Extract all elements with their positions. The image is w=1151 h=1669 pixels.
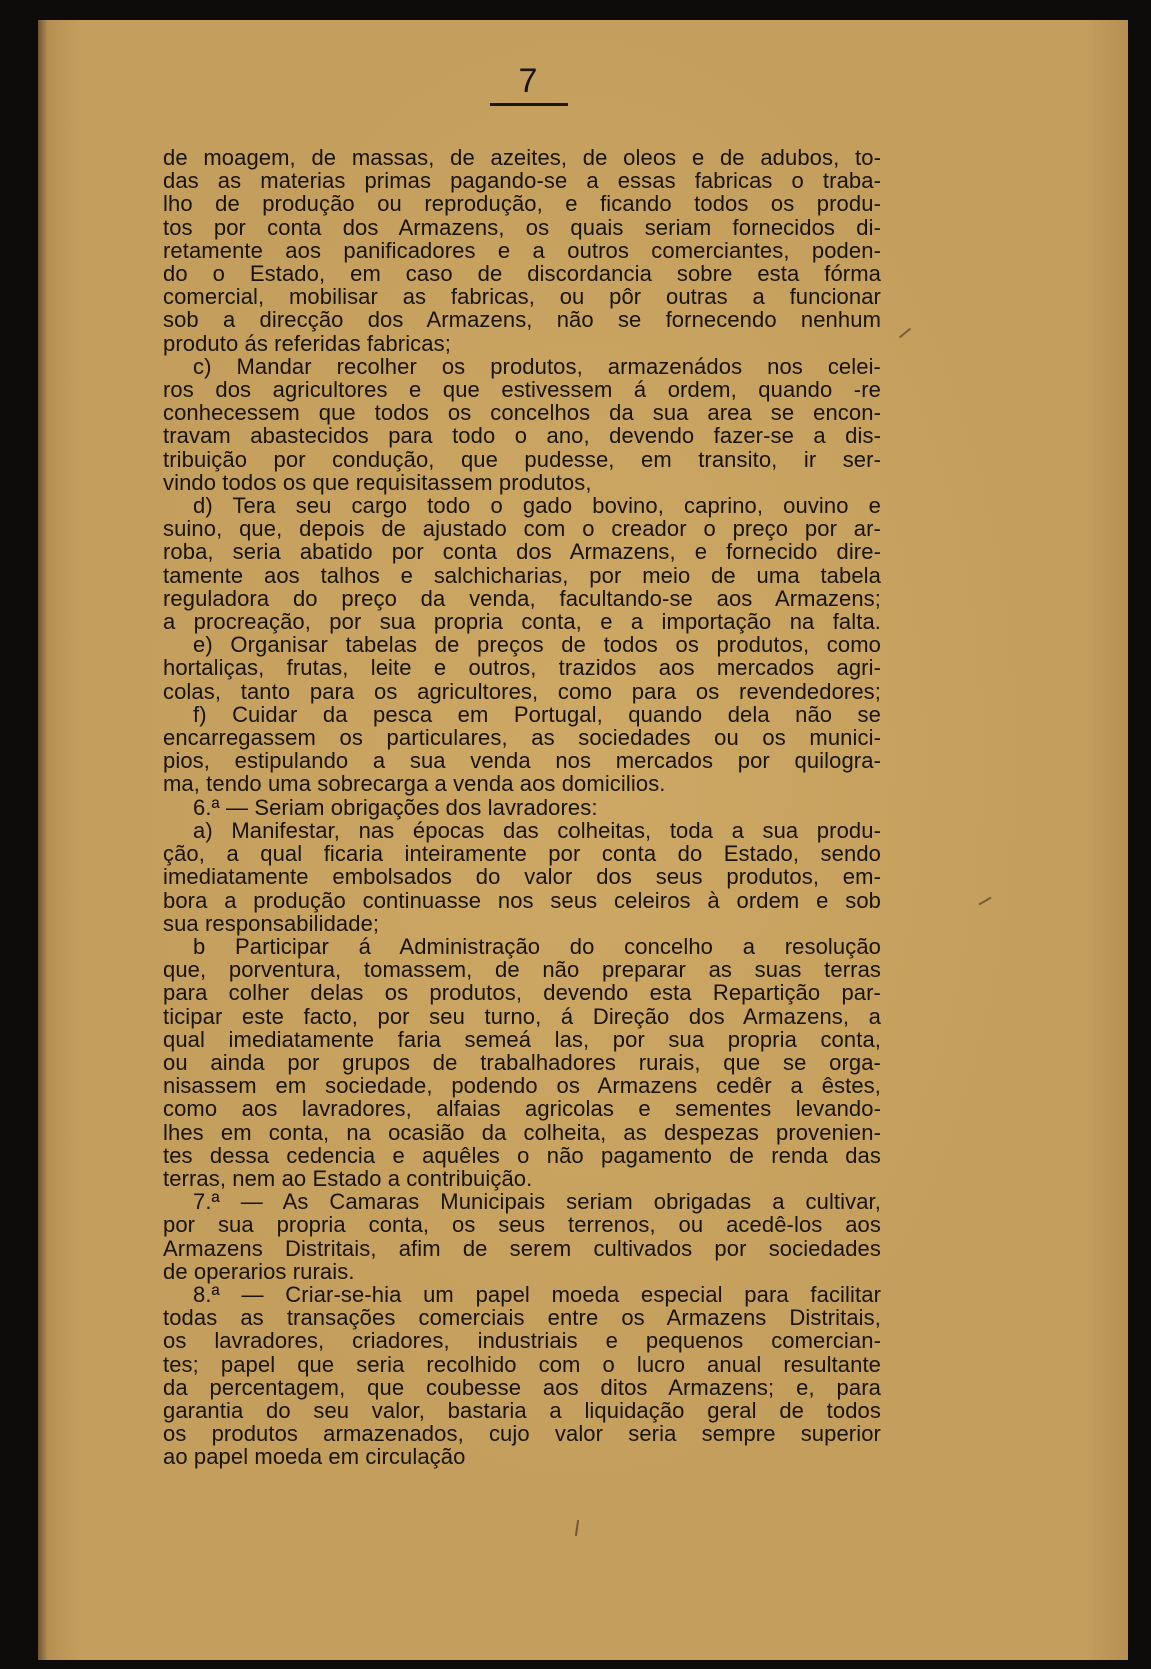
text-line: ao papel moeda em circulação <box>163 1444 466 1470</box>
text-line: pios, estipulando a sua venda nos mercados por quilogra- <box>163 748 881 774</box>
text-line: produto ás referidas fabricas; <box>163 330 451 356</box>
text-line: a) Manifestar, nas épocas das colheitas, toda a sua produ- <box>193 817 881 843</box>
page-left-edge-shadow <box>38 20 48 1660</box>
text-line: tribuição por condução, que pudesse, em transito, ir ser- <box>163 446 881 472</box>
text-line: c) Mandar recolher os produtos, armazenádos nos celei- <box>193 353 881 379</box>
text-line: lhes em conta, na ocasião da colheita, as despezas provenien- <box>163 1119 881 1145</box>
text-line: garantia do seu valor, bastaria a liquidação geral de todos <box>163 1397 881 1423</box>
ink-mark <box>575 1520 579 1536</box>
text-line: tamente aos talhos e salchicharias, por meio de uma tabela <box>163 562 881 588</box>
text-line: b Participar á Administração do concelho a resolução <box>193 933 881 959</box>
text-line: sob a direcção dos Armazens, não se fornecendo nenhum <box>163 307 881 333</box>
text-line: hortaliças, frutas, leite e outros, trazidos aos mercados agri- <box>163 655 881 681</box>
text-line: 6.ª — Seriam obrigações dos lavradores: <box>193 794 598 820</box>
text-line: 7.ª — As Camaras Municipais seriam obrigadas a cultivar, <box>193 1189 881 1215</box>
text-line: para colher delas os produtos, devendo esta Repartição par- <box>163 980 881 1006</box>
text-line: das as materias primas pagando-se a essas fabricas o traba- <box>163 168 881 194</box>
text-line: ros dos agricultores e que estivessem á ordem, quando -re <box>163 377 881 403</box>
text-line: qual imediatamente faria semeá las, por sua propria conta, <box>163 1026 881 1052</box>
page-number-underline <box>490 103 568 106</box>
ink-mark <box>978 897 991 906</box>
text-line: os produtos armazenados, cujo valor seria sempre superior <box>163 1421 881 1447</box>
body-text <box>163 146 881 1469</box>
document-page <box>38 20 1128 1660</box>
text-line: ticipar este facto, por seu turno, á Direção dos Armazens, a <box>163 1003 881 1029</box>
text-line: colas, tanto para os agricultores, como para os revendedores; <box>163 678 881 704</box>
text-line: os lavradores, criadores, industriais e pequenos comercian- <box>163 1328 881 1354</box>
text-line: do o Estado, em caso de discordancia sobre esta fórma <box>163 261 881 287</box>
text-line: encarregassem os particulares, as sociedades ou os munici- <box>163 725 881 751</box>
text-line: ção, a qual ficaria inteiramente por conta do Estado, sendo <box>163 841 881 867</box>
ink-mark <box>899 328 911 339</box>
text-line: retamente aos panificadores e a outros comerciantes, poden- <box>163 237 881 263</box>
text-line: ma, tendo uma sobrecarga a venda aos domicilios. <box>163 771 666 797</box>
text-line: d) Tera seu cargo todo o gado bovino, caprino, ouvino e <box>193 493 881 519</box>
text-line: travam abastecidos para todo o ano, devendo fazer-se a dis- <box>163 423 881 449</box>
text-line: reguladora do preço da venda, facultando-se aos Armazens; <box>163 585 881 611</box>
text-line: Armazens Distritais, afim de serem cultivados por sociedades <box>163 1235 881 1261</box>
text-line: terras, nem ao Estado a contribuição. <box>163 1165 533 1191</box>
page-number: 7 <box>518 62 538 100</box>
text-line: lho de produção ou reprodução, e ficando todos os produ- <box>163 191 881 217</box>
text-line: nisassem em sociedade, podendo os Armazens cedêr a êstes, <box>163 1073 881 1099</box>
text-line: sua responsabilidade; <box>163 910 380 936</box>
text-line: de moagem, de massas, de azeites, de oleos e de adubos, to- <box>163 145 881 170</box>
text-line: e) Organisar tabelas de preços de todos os produtos, como <box>193 632 881 658</box>
text-line: bora a produção continuasse nos seus celeiros à ordem e sob <box>163 887 881 913</box>
text-line: da percentagem, que coubesse aos ditos Armazens; e, para <box>163 1374 881 1400</box>
text-line: ou ainda por grupos de trabalhadores rurais, que se orga- <box>163 1049 881 1075</box>
text-line: todas as transações comerciais entre os Armazens Distritais, <box>163 1305 881 1331</box>
text-line: 8.ª — Criar-se-hia um papel moeda especial para facilitar <box>193 1281 881 1307</box>
text-line: roba, seria abatido por conta dos Armazens, e fornecido dire- <box>163 539 881 565</box>
text-line: tos por conta dos Armazens, os quais seriam fornecidos di- <box>163 214 881 240</box>
text-line: a procreação, por sua propria conta, e a importação na falta. <box>163 609 881 635</box>
text-line: como aos lavradores, alfaias agricolas e sementes levando- <box>163 1096 881 1122</box>
text-line: que, porventura, tomassem, de não preparar as suas terras <box>163 957 881 983</box>
text-line: tes dessa cedencia e aquêles o não pagamento de renda das <box>163 1142 881 1168</box>
text-line: de operarios rurais. <box>163 1258 355 1284</box>
text-line: comercial, mobilisar as fabricas, ou pôr outras a funcionar <box>163 284 881 310</box>
text-line: por sua propria conta, os seus terrenos, ou acedê-los aos <box>163 1212 881 1238</box>
text-line: f) Cuidar da pesca em Portugal, quando dela não se <box>193 701 881 727</box>
text-line: conhecessem que todos os concelhos da sua area se encon- <box>163 400 881 426</box>
text-line: imediatamente embolsados do valor dos seus produtos, em- <box>163 864 881 890</box>
text-line: vindo todos os que requisitassem produtos, <box>163 469 592 495</box>
text-line: suino, que, depois de ajustado com o creador o preço por ar- <box>163 516 881 542</box>
text-line: tes; papel que seria recolhido com o lucro anual resultante <box>163 1351 881 1377</box>
